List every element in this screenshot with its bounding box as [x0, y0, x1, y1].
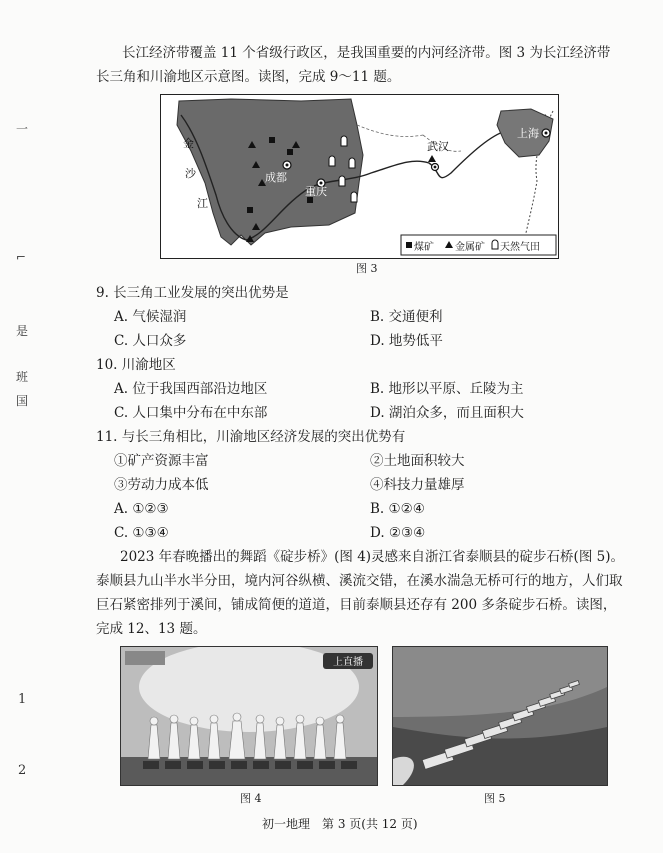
option-c: C. 人口集中分布在中东部: [114, 405, 268, 421]
margin-mark: 班: [16, 370, 29, 384]
dance-photo-graphic: [121, 647, 377, 785]
page-footer: 初一地理 第 3 页(共 12 页): [262, 817, 418, 831]
label-wuhan: 武汉: [427, 140, 449, 153]
coal-mine-marker: [287, 149, 293, 155]
question-stem: 11. 与长三角相比，川渝地区经济发展的突出优势有: [96, 429, 406, 445]
statement-3: ③劳动力成本低: [114, 477, 209, 493]
intro2-line: 完成 12、13 题。: [96, 621, 207, 637]
legend-coal: 煤矿: [414, 242, 434, 253]
gas-field-marker: [351, 192, 357, 202]
metal-mine-marker: [428, 155, 436, 162]
figure-caption: 图 3: [356, 262, 378, 275]
dance-photo: [120, 646, 378, 786]
margin-number: 2: [18, 763, 27, 778]
intro-line: 长三角和川渝地区示意图。读图，完成 9～11 题。: [96, 69, 401, 85]
option-a: A. 位于我国西部沿边地区: [114, 381, 268, 397]
question-stem: 9. 长三角工业发展的突出优势是: [96, 285, 289, 301]
margin-mark: ⌐: [16, 250, 27, 264]
label-chongqing: 重庆: [305, 185, 327, 198]
question-stem: 10. 川渝地区: [96, 357, 176, 373]
gas-field-marker: [349, 158, 355, 168]
margin-mark: 一: [16, 122, 29, 136]
map-graphic: [161, 95, 558, 258]
bridge-photo-graphic: [393, 647, 607, 785]
statement-1: ①矿产资源丰富: [114, 453, 209, 469]
option-b: B. 交通便利: [370, 309, 443, 325]
option-b: B. ①②④: [370, 501, 425, 517]
figure-caption: 图 4: [240, 792, 262, 805]
option-a: A. ①②③: [114, 501, 169, 517]
gas-field-marker: [341, 136, 347, 146]
stepping-stone-bridge-photo: [392, 646, 608, 786]
margin-mark: 国: [16, 394, 29, 408]
option-c: C. 人口众多: [114, 333, 187, 349]
option-d: D. 湖泊众多，而且面积大: [370, 405, 524, 421]
option-b: B. 地形以平原、丘陵为主: [370, 381, 524, 397]
yangtze-map: [160, 94, 559, 259]
intro2-line: 泰顺县九山半水半分田，境内河谷纵横、溪流交错，在溪水湍急无桥可行的地方，人们取: [96, 573, 623, 589]
margin-number: 1: [18, 692, 27, 707]
option-d: D. 地势低平: [370, 333, 443, 349]
label-jinsha: 沙: [185, 167, 196, 180]
intro2-line: 2023 年春晚播出的舞蹈《碇步桥》(图 4)灵感来自浙江省泰顺县的碇步石桥(图 5)。: [120, 549, 624, 565]
statement-4: ④科技力量雄厚: [370, 477, 465, 493]
live-badge-label: 上直播: [333, 657, 363, 668]
intro-line: 长江经济带覆盖 11 个省级行政区，是我国重要的内河经济带。图 3 为长江经济带: [122, 45, 611, 61]
coal-mine-marker: [269, 137, 275, 143]
statement-2: ②土地面积较大: [370, 453, 465, 469]
label-shanghai: 上海: [517, 127, 539, 140]
intro2-line: 巨石紧密排列于溪间，铺成简便的道道，目前泰顺县还存有 200 多条碇步石桥。读图，: [96, 597, 617, 613]
option-c: C. ①③④: [114, 525, 169, 541]
label-jinsha: 江: [197, 197, 208, 210]
label-jinsha: 金: [183, 137, 194, 150]
gas-field-marker: [339, 176, 345, 186]
label-chengdu: 成都: [265, 171, 287, 184]
option-a: A. 气候湿润: [114, 309, 187, 325]
margin-mark: 是: [16, 324, 29, 338]
legend-metal: 金属矿: [455, 242, 485, 253]
gas-field-marker: [329, 156, 335, 166]
legend-gas: 天然气田: [500, 242, 540, 253]
option-d: D. ②③④: [370, 525, 426, 541]
coal-mine-marker: [247, 207, 253, 213]
figure-caption: 图 5: [484, 792, 506, 805]
